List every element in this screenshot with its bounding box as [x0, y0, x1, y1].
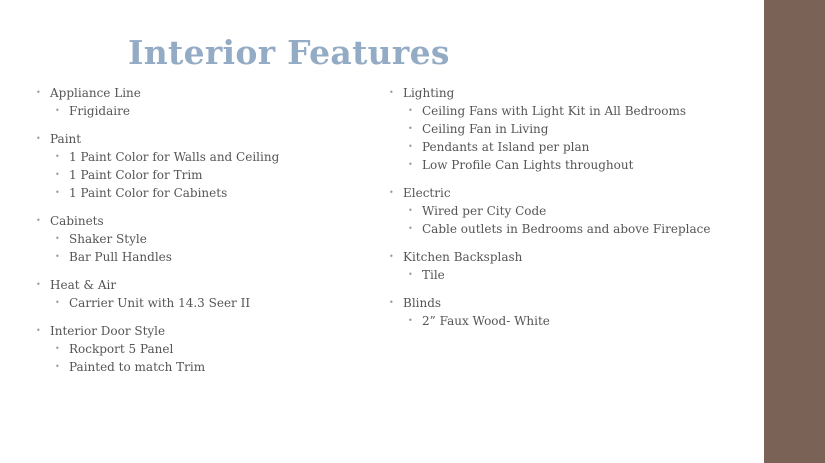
feature-heading-row [389, 294, 710, 312]
feature-item: Shaker Style [69, 232, 147, 246]
feature-heading: Paint [50, 132, 82, 146]
feature-group-electric [389, 184, 710, 238]
bullet-icon: • [55, 152, 60, 161]
feature-heading: Heat & Air [50, 278, 117, 292]
feature-item: Tile [422, 268, 445, 282]
feature-group-appliance-line [36, 84, 279, 120]
bullet-icon: • [55, 344, 60, 353]
bullet-icon: • [36, 326, 41, 335]
feature-group-paint [36, 130, 279, 202]
right-feature-list [389, 84, 710, 340]
bullet-icon: • [389, 88, 394, 97]
feature-item: 2” Faux Wood- White [422, 314, 550, 328]
feature-group-blinds [389, 294, 710, 330]
bullet-icon: • [389, 298, 394, 307]
feature-item: Low Profile Can Lights throughout [422, 158, 634, 172]
feature-item: Frigidaire [69, 104, 130, 118]
feature-item: Painted to match Trim [69, 360, 206, 374]
feature-item: Ceiling Fan in Living [422, 122, 549, 136]
feature-heading-row [36, 276, 279, 294]
bullet-icon: • [55, 188, 60, 197]
feature-item-row [408, 266, 710, 284]
feature-item-row [408, 102, 710, 120]
feature-item-row [55, 166, 279, 184]
bullet-icon: • [55, 298, 60, 307]
feature-heading-row [389, 184, 710, 202]
feature-item-row [408, 138, 710, 156]
feature-heading: Electric [403, 186, 451, 200]
left-feature-list [36, 84, 279, 386]
feature-heading-row [389, 248, 710, 266]
feature-item: Pendants at Island per plan [422, 140, 590, 154]
slide-title: Interior Features [128, 33, 450, 72]
bullet-icon: • [408, 206, 413, 215]
feature-group-cabinets [36, 212, 279, 266]
feature-item-row [55, 294, 279, 312]
feature-item-row [55, 230, 279, 248]
feature-heading-row [389, 84, 710, 102]
bullet-icon: • [55, 252, 60, 261]
feature-item: 1 Paint Color for Walls and Ceiling [69, 150, 280, 164]
bullet-icon: • [408, 142, 413, 151]
bullet-icon: • [408, 224, 413, 233]
feature-heading-row [36, 130, 279, 148]
bullet-icon: • [408, 316, 413, 325]
bullet-icon: • [55, 234, 60, 243]
feature-heading-row [36, 212, 279, 230]
feature-item: Wired per City Code [422, 204, 547, 218]
feature-item: 1 Paint Color for Trim [69, 168, 203, 182]
feature-item-row [408, 120, 710, 138]
bullet-icon: • [36, 88, 41, 97]
feature-heading-row [36, 322, 279, 340]
bullet-icon: • [55, 106, 60, 115]
feature-item: 1 Paint Color for Cabinets [69, 186, 228, 200]
bullet-icon: • [36, 134, 41, 143]
feature-heading: Kitchen Backsplash [403, 250, 523, 264]
feature-item-row [55, 148, 279, 166]
bullet-icon: • [408, 106, 413, 115]
feature-item: Cable outlets in Bedrooms and above Fireplace [422, 222, 711, 236]
feature-group-kitchen-backsplash [389, 248, 710, 284]
bullet-icon: • [408, 160, 413, 169]
bullet-icon: • [408, 270, 413, 279]
feature-item-row [408, 312, 710, 330]
feature-heading: Cabinets [50, 214, 104, 228]
feature-heading: Lighting [403, 86, 455, 100]
bullet-icon: • [389, 252, 394, 261]
feature-item-row [55, 248, 279, 266]
feature-heading: Blinds [403, 296, 442, 310]
bullet-icon: • [55, 170, 60, 179]
bullet-icon: • [36, 280, 41, 289]
bullet-icon: • [408, 124, 413, 133]
feature-item-row [408, 156, 710, 174]
bullet-icon: • [55, 362, 60, 371]
feature-heading: Appliance Line [50, 86, 141, 100]
feature-item-row [55, 102, 279, 120]
feature-item: Rockport 5 Panel [69, 342, 174, 356]
feature-group-lighting [389, 84, 710, 174]
bullet-icon: • [389, 188, 394, 197]
feature-heading: Interior Door Style [50, 324, 166, 338]
decorative-side-bar [764, 0, 825, 463]
feature-item-row [408, 220, 710, 238]
feature-group-interior-door-style [36, 322, 279, 376]
feature-item: Carrier Unit with 14.3 Seer II [69, 296, 251, 310]
feature-item: Ceiling Fans with Light Kit in All Bedrooms [422, 104, 687, 118]
feature-item-row [55, 340, 279, 358]
feature-item: Bar Pull Handles [69, 250, 172, 264]
feature-group-heat-air [36, 276, 279, 312]
feature-item-row [55, 184, 279, 202]
feature-item-row [408, 202, 710, 220]
bullet-icon: • [36, 216, 41, 225]
feature-heading-row [36, 84, 279, 102]
feature-item-row [55, 358, 279, 376]
